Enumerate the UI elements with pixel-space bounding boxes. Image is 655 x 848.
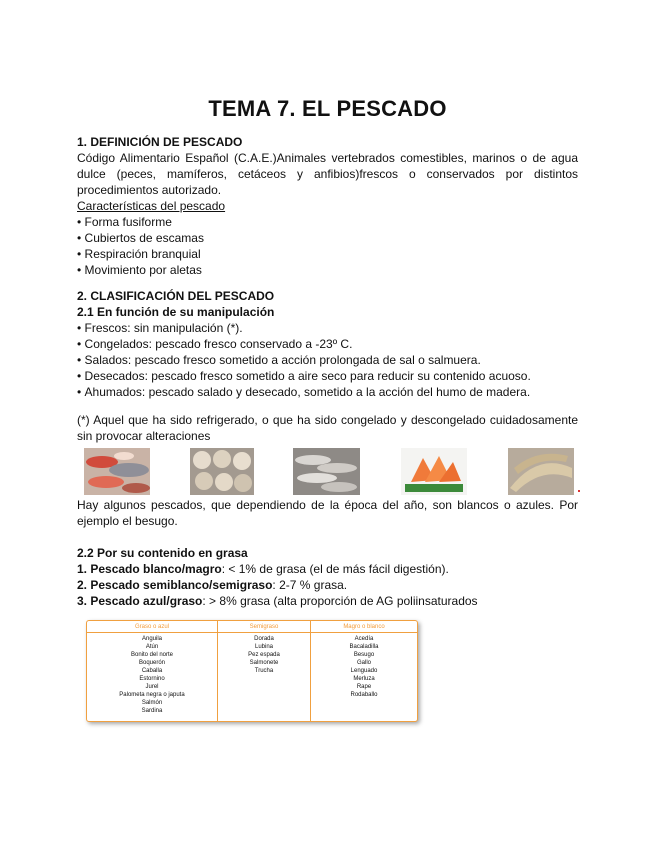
section-definition xyxy=(77,134,578,278)
table-item: Lenguado xyxy=(350,668,378,674)
table-item: Besugo xyxy=(353,652,375,658)
photo-strip xyxy=(77,448,578,496)
table-item: Bacaladilla xyxy=(349,644,379,650)
table-header: Graso o azul xyxy=(87,621,218,633)
fat-item-lean: 1. Pescado blanco/magro: < 1% de grasa (el de más fácil digestión). xyxy=(77,562,449,576)
table-item: Salmonete xyxy=(249,660,279,666)
list-item: • Frescos: sin manipulación (*). xyxy=(77,320,578,336)
subsection-heading: 2.2 Por su contenido en grasa xyxy=(77,546,248,560)
table-item: Acedía xyxy=(354,636,374,642)
characteristics-list xyxy=(77,214,578,278)
table-item: Atún xyxy=(145,644,159,650)
subsection-heading: 2.1 En función de su manipulación xyxy=(77,305,275,319)
table-item: Rodaballo xyxy=(350,692,378,698)
smoked-fish-photo xyxy=(508,448,574,495)
table-item: Trucha xyxy=(254,668,274,674)
section-fat-content xyxy=(77,545,578,609)
page-title: TEMA 7. EL PESCADO xyxy=(208,96,447,121)
list-item: • Respiración branquial xyxy=(77,246,578,262)
table-item: Sardina xyxy=(141,708,163,714)
footnote-text: (*) Aquel que ha sido refrigerado, o que ha sido congelado y descongelado cuidadosamente sin provocar alteraciones xyxy=(77,413,578,443)
table-item: Gallo xyxy=(356,660,371,666)
table-item: Merluza xyxy=(353,676,375,682)
fish-classification-table xyxy=(86,620,418,722)
red-mark xyxy=(578,490,580,492)
table-cell-semi xyxy=(218,633,311,722)
definition-text: Código Alimentario Español (C.A.E.)Animales vertebrados comestibles, marinos o de agua dulce (peces, mamíferos, cetáceos y anfibios)frescos o conservados por distintos procedimientos autorizado. xyxy=(77,151,578,197)
fat-item-semi: 2. Pescado semiblanco/semigraso: 2-7 % grasa. xyxy=(77,578,348,592)
list-item: • Movimiento por aletas xyxy=(77,262,578,278)
frozen-fish-photo xyxy=(293,448,360,495)
list-item: • Desecados: pescado fresco sometido a aire seco para reducir su contenido acuoso. xyxy=(77,368,578,384)
manipulation-list xyxy=(77,320,578,400)
table-header: Magro o blanco xyxy=(311,621,418,633)
table-item: Caballa xyxy=(141,668,163,674)
table-item: Anguila xyxy=(141,636,162,642)
table-item: Palometa negra o japuta xyxy=(119,692,185,698)
fat-item-oily: 3. Pescado azul/graso: > 8% grasa (alta proporción de AG poliinsaturados xyxy=(77,594,478,608)
table-item: Rape xyxy=(356,684,372,690)
table-item: Salmón xyxy=(141,700,163,706)
list-item: • Ahumados: pescado salado y desecado, sometido a la acción del humo de madera. xyxy=(77,384,578,400)
table-header: Semigraso xyxy=(218,621,311,633)
salmon-photo xyxy=(401,448,467,495)
table-item: Estornino xyxy=(139,676,165,682)
seasonal-text: Hay algunos pescados, que dependiendo de la época del año, son blancos o azules. Por ejemplo el besugo. xyxy=(77,498,578,528)
section-heading: 1. DEFINICIÓN DE PESCADO xyxy=(77,135,243,149)
section-heading: 2. CLASIFICACIÓN DEL PESCADO xyxy=(77,289,275,303)
list-item: • Cubiertos de escamas xyxy=(77,230,578,246)
table-item: Boquerón xyxy=(138,660,166,666)
characteristics-heading: Características del pescado xyxy=(77,199,226,213)
table-cell-oily xyxy=(87,633,218,722)
table-item: Lubina xyxy=(254,644,274,650)
list-item: • Congelados: pescado fresco conservado a -23º C. xyxy=(77,336,578,352)
table-item: Dorada xyxy=(254,636,274,642)
list-item: • Forma fusiforme xyxy=(77,214,578,230)
dried-fish-photo xyxy=(190,448,254,495)
table-item: Jurel xyxy=(145,684,159,690)
section-classification xyxy=(77,288,578,400)
fish-market-photo xyxy=(84,448,150,495)
table-cell-lean xyxy=(311,633,418,722)
table-item: Pez espada xyxy=(248,652,280,658)
table-item: Bonito del norte xyxy=(130,652,174,658)
list-item: • Salados: pescado fresco sometido a acción prolongada de sal o salmuera. xyxy=(77,352,578,368)
